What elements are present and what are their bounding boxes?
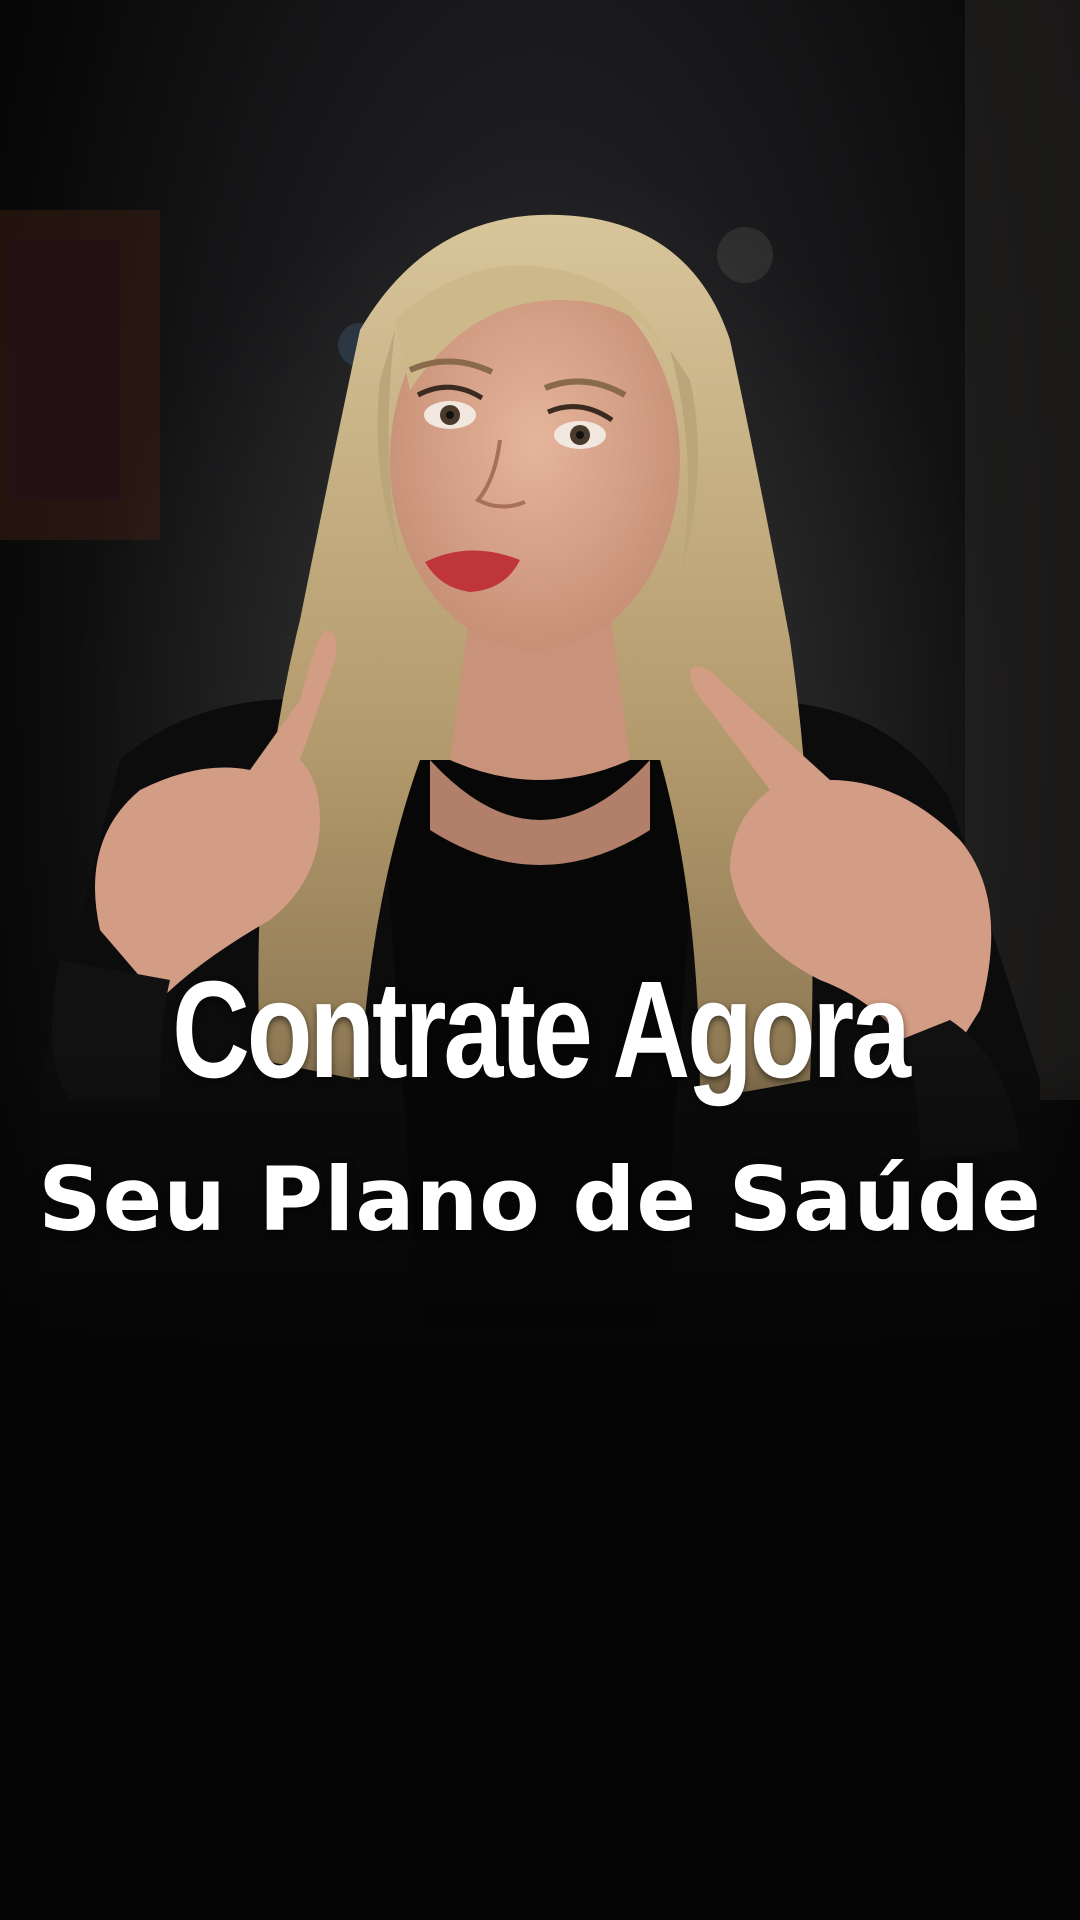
headline: Contrate Agora xyxy=(172,953,908,1107)
subheadline: Seu Plano de Saúde xyxy=(38,1148,1042,1251)
